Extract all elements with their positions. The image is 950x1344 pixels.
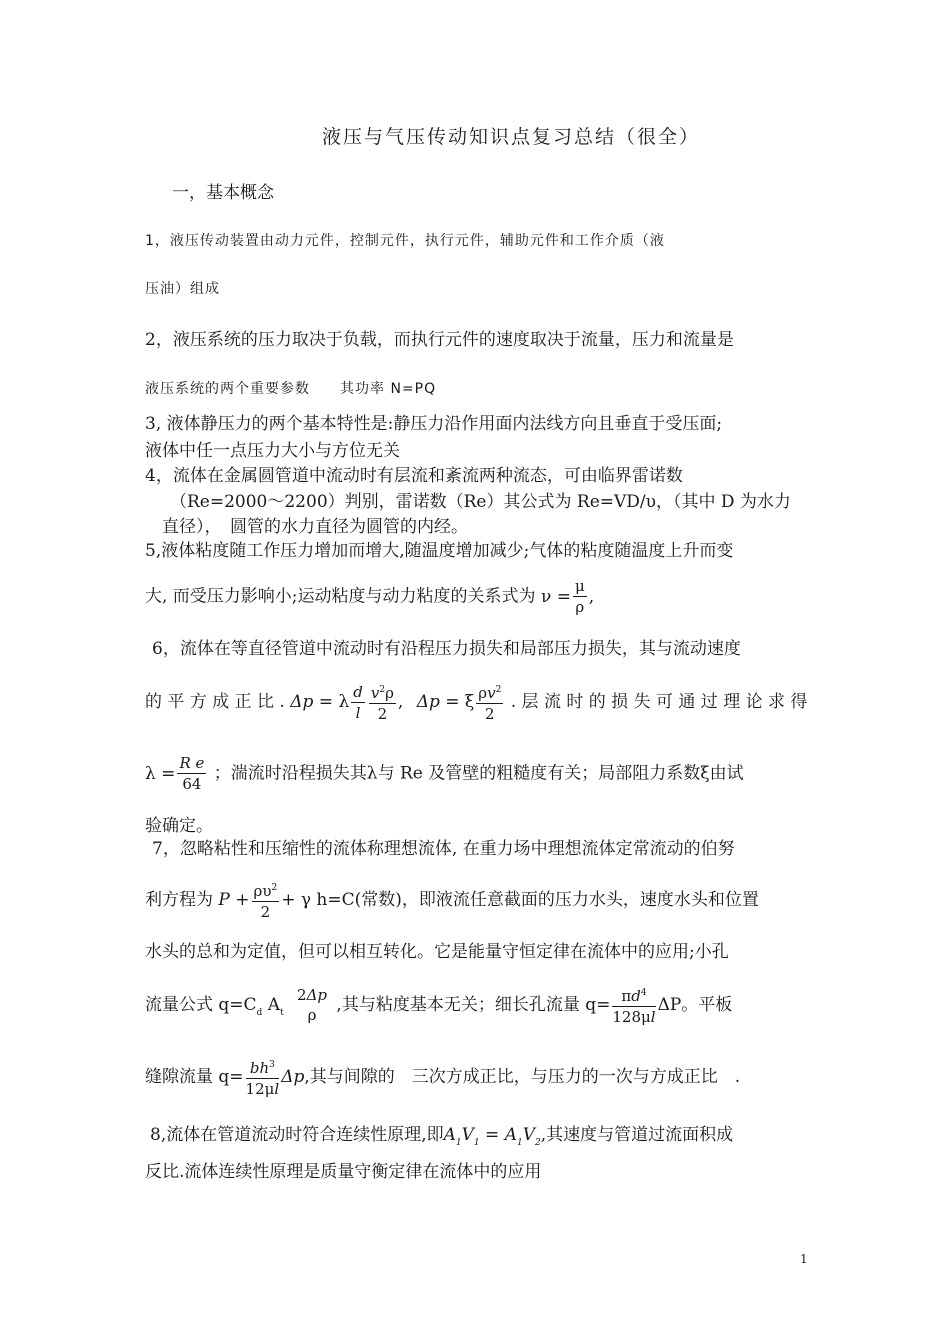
paragraph-4-line-3: 直径）， 圆管的水力直径为圆管的内经。 — [162, 517, 468, 537]
slender-orifice-formula: q= $\frac{\pi d^4}{128\mu l}$ — [585, 987, 656, 1026]
paragraph-7-line-4: 流量公式 $q=C_d$ $A_t$ 2Δp ρ ,其与粘度基本无关；细长孔流量 q= $\frac{\pi d^4}{128\mu l}$ ΔP。平板 — [145, 986, 733, 1026]
orifice-formula: 2Δp ρ — [297, 986, 328, 1024]
bernoulli-formula: P + $\frac{\rho\upsilon^2}{2}$ + γ — [218, 882, 311, 921]
paragraph-5-text: 大, 而受压力影响小;运动粘度与动力粘度的关系式为 — [145, 586, 536, 607]
paragraph-7-line-2 — [145, 880, 759, 921]
paragraph-8-line-2: 反比.流体连续性原理是质量守衡定律在流体中的应用 — [145, 1162, 542, 1182]
paragraph-8-text-2: ,其速度与管道过流面积成 — [540, 1125, 734, 1145]
document-title: 液压与气压传动知识点复习总结（很全） — [322, 126, 701, 148]
viscosity-formula: ν = $\frac{\mu}{\rho}$ , — [540, 577, 595, 616]
paragraph-7-text-6: 缝隙流量 q= — [145, 1067, 244, 1087]
paragraph-6-text-2: . 层 流 时 的 损 失 可 通 过 理 论 求 得 — [510, 692, 808, 712]
lambda-formula: λ = $\frac{\text{R e}}{64}$ — [145, 754, 205, 793]
paragraph-3-line-1: 3, 液体静压力的两个基本特性是:静压力沿作用面内法线方向且垂直于受压面; — [145, 414, 723, 434]
paragraph-4-line-2: （Re=2000～2200）判别，雷诺数（Re）其公式为 Re=VD/υ，（其中 D 为水力 — [170, 492, 791, 512]
section-heading: 一，基本概念 — [172, 183, 274, 203]
paragraph-5-line-1: 5,液体粘度随工作压力增加而增大,随温度增加减少;气体的粘度随温度上升而变 — [145, 541, 734, 561]
paragraph-6-text: 的 平 方 成 正 比 . — [145, 692, 285, 712]
paragraph-7-text-2: h=C(常数)，即液流任意截面的压力水头，速度水头和位置 — [316, 890, 759, 910]
paragraph-7-line-1: 7，忽略粘性和压缩性的流体称理想流体, 在重力场中理想流体定常流动的伯努 — [152, 839, 735, 859]
paragraph-2-line-2: 液压系统的两个重要参数 其功率 N=PQ — [145, 381, 437, 397]
page-number: 1 — [800, 1252, 808, 1266]
gap-flow-formula: $\frac{bh^3}{12\mu l}$ Δp — [245, 1059, 305, 1098]
paragraph-6-line-2 — [145, 682, 807, 723]
paragraph-7-text-4: ,其与粘度基本无关；细长孔流量 — [336, 995, 580, 1015]
paragraph-1-line-2: 压油）组成 — [145, 281, 220, 297]
friction-loss-formula: Δp = λ $\frac{d}{l}$ $\frac{v^2\rho}{2}$ , — [290, 682, 404, 723]
paragraph-7-text-5: ΔP。平板 — [657, 995, 733, 1015]
paragraph-6-line-1: 6，流体在等直径管道中流动时有沿程压力损失和局部压力损失，其与流动速度 — [152, 639, 741, 659]
paragraph-6-line-3 — [145, 755, 744, 793]
paragraph-7-line-3: 水头的总和为定值，但可以相互转化。它是能量守恒定律在流体中的应用;小孔 — [145, 942, 729, 962]
paragraph-7-text-3: 流量公式 q=C — [145, 995, 257, 1015]
paragraph-8-line-1 — [150, 1124, 733, 1154]
paragraph-2-line-1: 2，液压系统的压力取决于负载，而执行元件的速度取决于流量，压力和流量是 — [145, 330, 734, 350]
paragraph-4-line-1: 4，流体在金属圆管道中流动时有层流和紊流两种流态，可由临界雷诺数 — [145, 466, 683, 486]
paragraph-7-text-7: ,其与间隙的 三次方成正比，与压力的一次与方成正比 . — [304, 1067, 741, 1087]
paragraph-1-line-1: 1，液压传动装置由动力元件，控制元件，执行元件，辅助元件和工作介质（液 — [145, 233, 665, 249]
paragraph-6-line-4: 验确定。 — [145, 816, 213, 836]
paragraph-8-text: 8,流体在管道流动时符合连续性原理,即 — [150, 1125, 444, 1145]
paragraph-7-text: 利方程为 — [145, 890, 213, 910]
paragraph-3-line-2: 液体中任一点压力大小与方位无关 — [145, 441, 400, 461]
local-loss-formula: Δp = ξ $\frac{\rho v^2}{2}$ — [416, 684, 502, 723]
continuity-formula: $A_1V_1 = A_1V_2$ — [443, 1125, 541, 1148]
paragraph-6-text-3: ；湍流时沿程损失其λ与 Re 及管壁的粗糙度有关；局部阻力系数ξ由试 — [213, 763, 744, 784]
paragraph-5-line-2 — [145, 578, 594, 616]
paragraph-7-line-5 — [145, 1057, 740, 1098]
